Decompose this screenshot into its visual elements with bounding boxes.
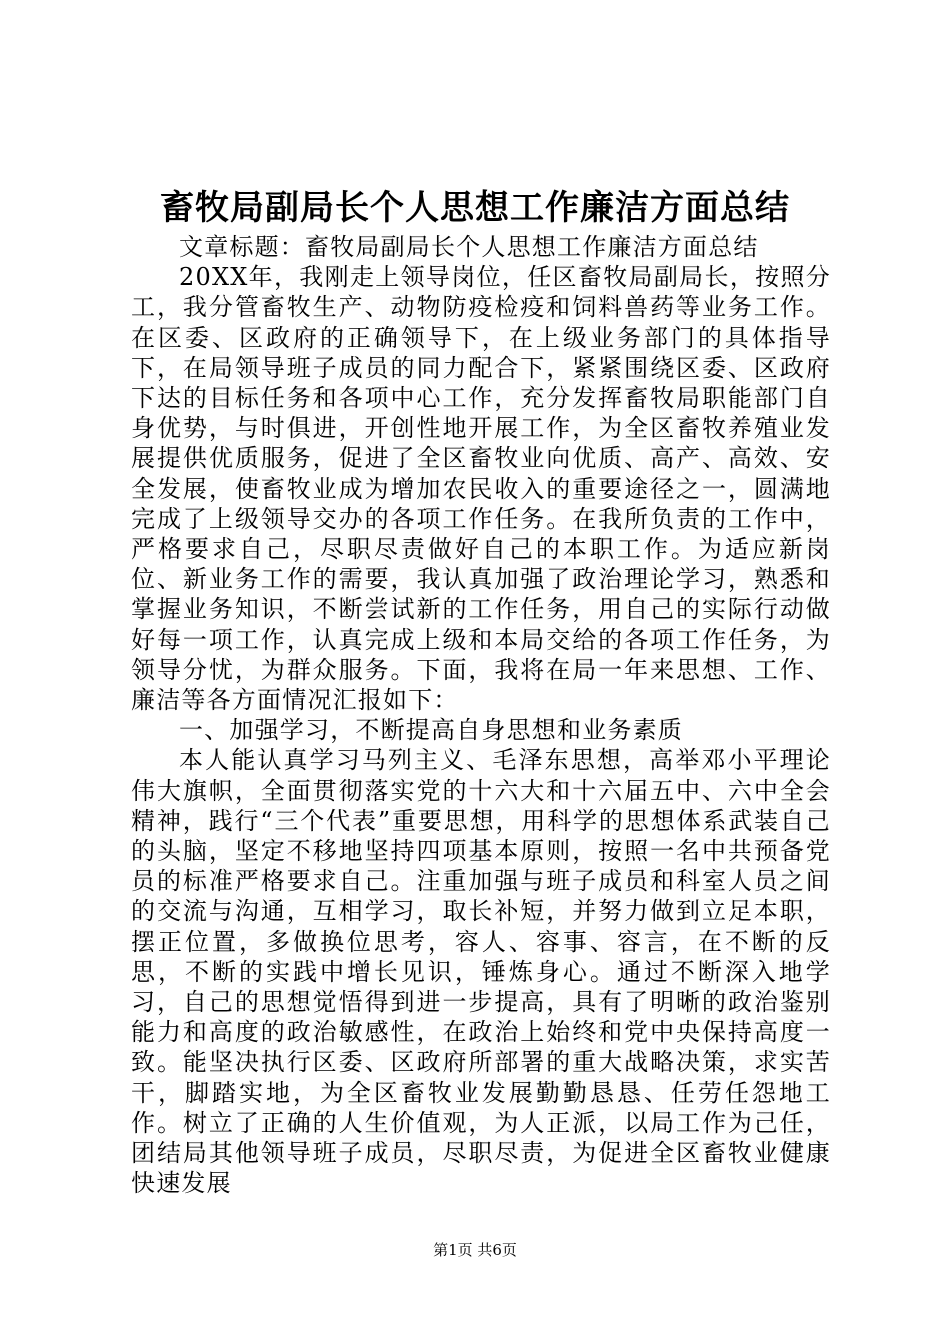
paragraph-article-title: 文章标题：畜牧局副局长个人思想工作廉洁方面总结	[179, 233, 759, 261]
section-heading-1: 一、加强学习，不断提高自身思想和业务素质	[179, 716, 683, 745]
page-number: 第1页 共6页	[433, 1241, 517, 1259]
document-title: 畜牧局副局长个人思想工作廉洁方面总结	[160, 188, 790, 228]
document-body	[131, 232, 831, 1199]
paragraph-section-1: 本人能认真学习马列主义、毛泽东思想，高举邓小平理论伟大旗帜，全面贯彻落实党的十六大和十六届五中、六中全会精神，践行“三个代表”重要思想，用科学的思想体系武装自己的头脑，坚定不移地坚持四项基本原则，按照一名中共预备党员的标准严格要求自己。注重加强与班子成员和科室人员之间的交流与沟通，互相学习，取长补短，并努力做到立足本职，摆正位置，多做换位思考，容人、容事、容言，在不断的反思，不断的实践中增长见识，锤炼身心。通过不断深入地学习，自己的思想觉悟得到进一步提高，具有了明晰的政治鉴别能力和高度的政治敏感性，在政治上始终和党中央保持高度一致。能坚决执行区委、区政府所部署的重大战略决策，求实苦干，脚踏实地，为全区畜牧业发展勤勤恳恳、任劳任怨地工作。树立了正确的人生价值观，为人正派，以局工作为己任，团结局其他领导班子成员，尽职尽责，为促进全区畜牧业健康快速发展	[131, 746, 831, 1198]
paragraph-intro: 20XX年，我刚走上领导岗位，任区畜牧局副局长，按照分工，我分管畜牧生产、动物防疫检疫和饲料兽药等业务工作。在区委、区政府的正确领导下，在上级业务部门的具体指导下，在局领导班子成员的同力配合下，紧紧围绕区委、区政府下达的目标任务和各项中心工作，充分发挥畜牧局职能部门自身优势，与时俱进，开创性地开展工作，为全区畜牧养殖业发展提供优质服务，促进了全区畜牧业向优质、高产、高效、安全发展，使畜牧业成为增加农民收入的重要途径之一，圆满地完成了上级领导交办的各项工作任务。在我所负责的工作中，严格要求自己，尽职尽责做好自己的本职工作。为适应新岗位、新业务工作的需要，我认真加强了政治理论学习，熟悉和掌握业务知识，不断尝试新的工作任务，用自己的实际行动做好每一项工作，认真完成上级和本局交给的各项工作任务，为领导分忧，为群众服务。下面，我将在局一年来思想、工作、廉洁等各方面情况汇报如下：	[131, 263, 831, 715]
